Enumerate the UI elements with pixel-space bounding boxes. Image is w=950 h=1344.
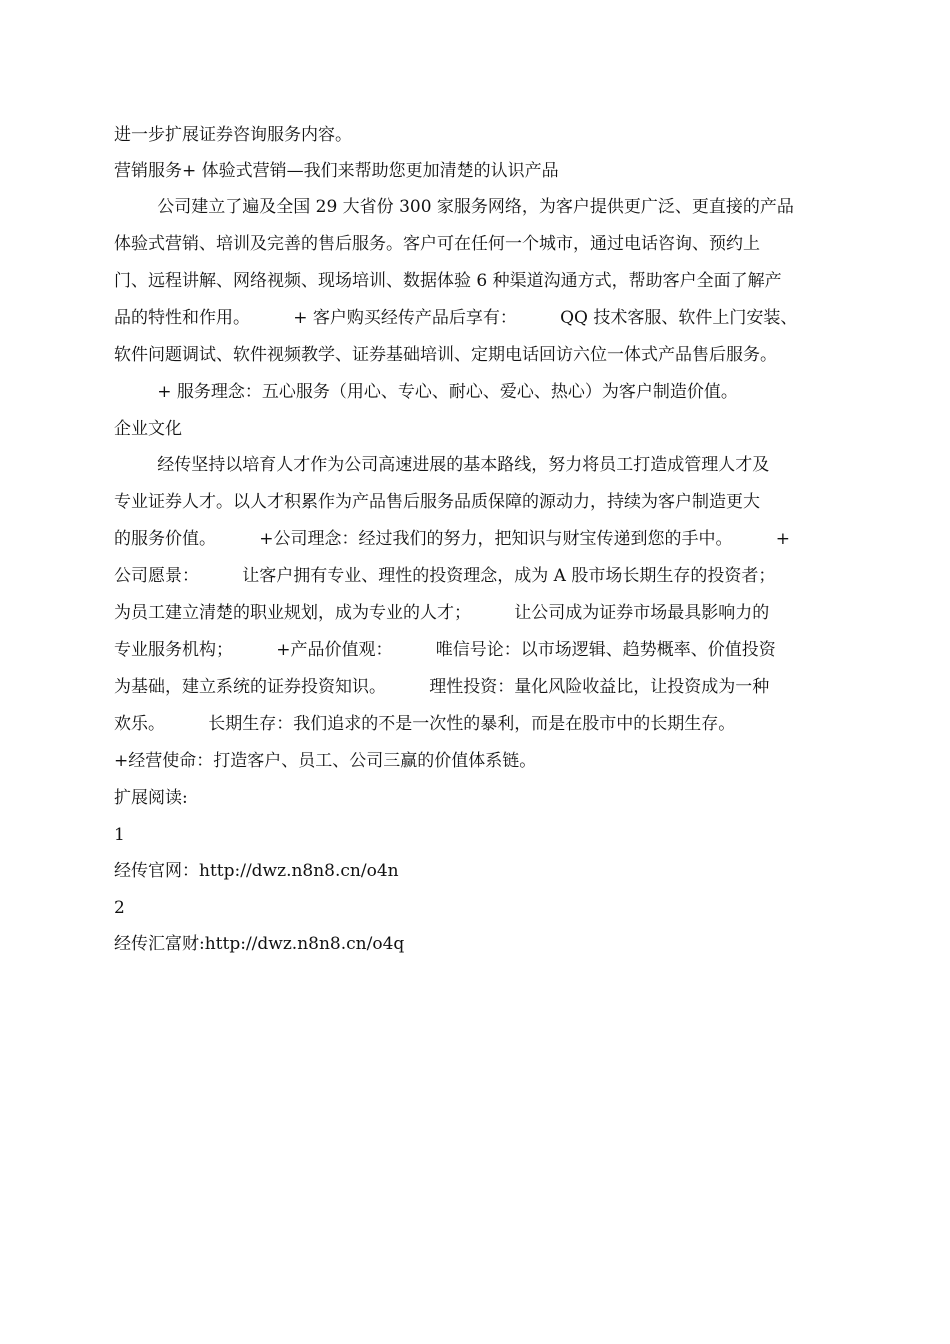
text-line: 公司愿景： 让客户拥有专业、理性的投资理念，成为 A 股市场长期生存的投资者； [114,566,776,586]
text-line: 欢乐。 长期生存：我们追求的不是一次性的暴利，而是在股市中的长期生存。 [114,714,736,734]
text-line: 专业服务机构； +产品价值观： 唯信号论：以市场逻辑、趋势概率、价值投资 [114,640,776,660]
text-line: 体验式营销、培训及完善的售后服务。客户可在任何一个城市，通过电话咨询、预约上 [114,234,760,254]
text-line: 软件问题调试、软件视频教学、证券基础培训、定期电话回访六位一体式产品售后服务。 [114,345,777,365]
text-line: + 服务理念：五心服务（用心、专心、耐心、爱心、热心）为客户制造价值。 [114,382,738,402]
text-line: 为基础，建立系统的证券投资知识。 理性投资：量化风险收益比，让投资成为一种 [114,677,770,697]
text-line: +经营使命：打造客户、员工、公司三赢的价值体系链。 [114,751,537,771]
text-line: 门、远程讲解、网络视频、现场培训、数据体验 6 种渠道沟通方式，帮助客户全面了解产 [114,271,782,291]
section-heading-culture: 企业文化 [114,419,182,439]
text-line: 进一步扩展证券咨询服务内容。 [114,125,352,145]
list-number: 1 [114,825,125,845]
text-line: 专业证券人才。以人才积累作为产品售后服务品质保障的源动力，持续为客户制造更大 [114,492,760,512]
text-line: 经传坚持以培育人才作为公司高速进展的基本路线，努力将员工打造成管理人才及 [114,455,770,475]
text-line: 品的特性和作用。 + 客户购买经传产品后享有： QQ 技术客服、软件上门安装、 [114,308,798,328]
text-line: 公司建立了遍及全国 29 大省份 300 家服务网络，为客户提供更广泛、更直接的产品 [114,197,794,217]
section-heading-marketing: 营销服务+ 体验式营销—我们来帮助您更加清楚的认识产品 [114,161,559,181]
link-huifucai[interactable]: 经传汇富财:http://dwz.n8n8.cn/o4q [114,934,405,954]
text-line: 为员工建立清楚的职业规划，成为专业的人才； 让公司成为证券市场最具影响力的 [114,603,770,623]
list-number: 2 [114,898,125,918]
link-official-site[interactable]: 经传官网：http://dwz.n8n8.cn/o4n [114,861,399,881]
text-line: 的服务价值。 +公司理念：经过我们的努力，把知识与财宝传递到您的手中。 + [114,529,790,549]
further-reading-heading: 扩展阅读: [114,788,188,808]
